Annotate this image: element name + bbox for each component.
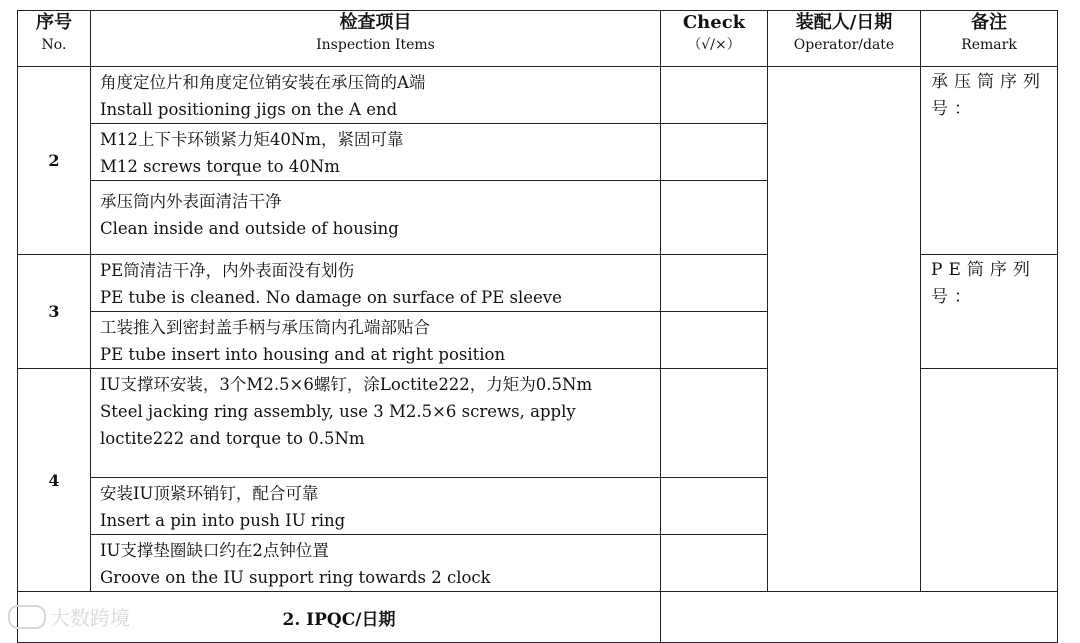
- table-row: [18, 67, 1058, 124]
- inspection-item: 安装IU顶紧环销钉，配合可靠 Insert a pin into push IU ring: [91, 478, 661, 535]
- group-number: 4: [18, 369, 91, 592]
- remark-cell[interactable]: 承压筒序列号：: [921, 67, 1058, 255]
- watermark: [8, 602, 130, 631]
- check-cell[interactable]: [661, 369, 768, 478]
- ipqc-date-label: 2. IPQC/日期: [18, 592, 661, 643]
- inspection-item: IU支撑环安装，3个M2.5×6螺钉，涂Loctite222，力矩为0.5Nm Steel jacking ring assembly, use 3 M2.5×6 screws, apply loctite222 and torque to 0.5Nm: [91, 369, 661, 478]
- inspection-item: 角度定位片和角度定位销安装在承压筒的A端 Install positioning jigs on the A end: [91, 67, 661, 124]
- inspection-sheet: [17, 10, 1058, 643]
- watermark-logo-icon: [8, 605, 46, 629]
- watermark-text: 大数跨境: [50, 606, 130, 630]
- check-cell[interactable]: [661, 67, 768, 124]
- remark-cell[interactable]: PE筒序列号：: [921, 255, 1058, 369]
- header-remark: 备注 Remark: [921, 11, 1058, 67]
- table-header-row: [18, 11, 1058, 67]
- ipqc-date-cell[interactable]: [661, 592, 1058, 643]
- check-cell[interactable]: [661, 312, 768, 369]
- inspection-item: 承压筒内外表面清洁干净 Clean inside and outside of housing: [91, 181, 661, 255]
- header-operator: 装配人/日期 Operator/date: [768, 11, 921, 67]
- check-cell[interactable]: [661, 181, 768, 255]
- inspection-item: M12上下卡环锁紧力矩40Nm，紧固可靠 M12 screws torque to 40Nm: [91, 124, 661, 181]
- check-cell[interactable]: [661, 535, 768, 592]
- check-cell[interactable]: [661, 124, 768, 181]
- header-no: 序号 No.: [18, 11, 91, 67]
- group-number: 2: [18, 67, 91, 255]
- header-check: Check （√/×）: [661, 11, 768, 67]
- inspection-table: [17, 10, 1058, 643]
- inspection-item: 工装推入到密封盖手柄与承压筒内孔端部贴合 PE tube insert into housing and at right position: [91, 312, 661, 369]
- operator-date-cell[interactable]: [768, 67, 921, 592]
- inspection-item: IU支撑垫圈缺口约在2点钟位置 Groove on the IU support ring towards 2 clock: [91, 535, 661, 592]
- group-number: 3: [18, 255, 91, 369]
- header-items: 检查项目 Inspection Items: [91, 11, 661, 67]
- inspection-item: PE筒清洁干净，内外表面没有划伤 PE tube is cleaned. No damage on surface of PE sleeve: [91, 255, 661, 312]
- check-cell[interactable]: [661, 255, 768, 312]
- remark-cell[interactable]: [921, 369, 1058, 592]
- footer-row: [18, 592, 1058, 643]
- check-cell[interactable]: [661, 478, 768, 535]
